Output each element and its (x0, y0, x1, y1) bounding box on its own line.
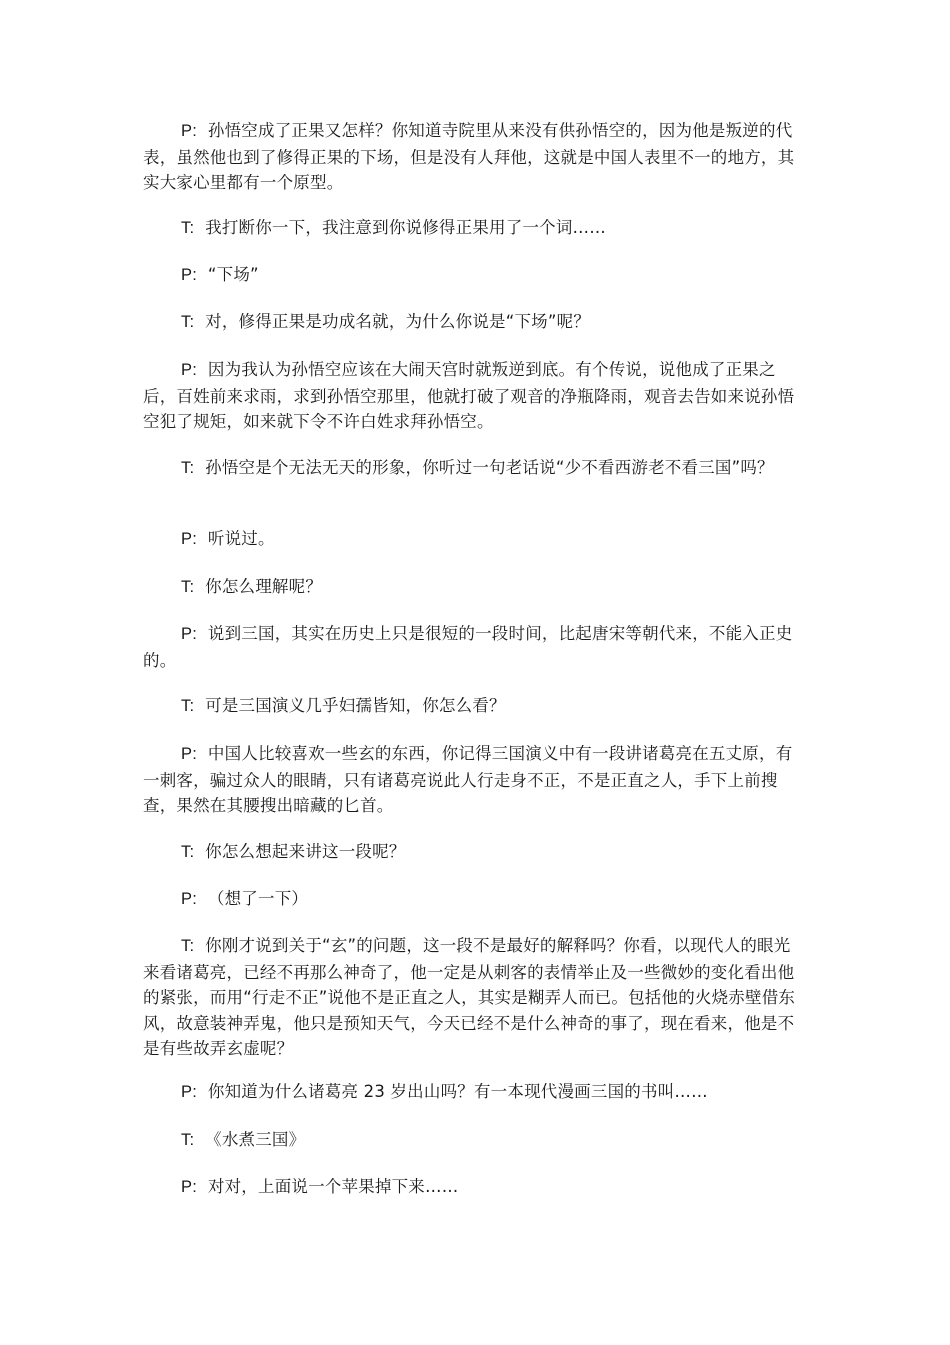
dialogue-paragraph (143, 357, 803, 435)
dialogue-text: 你怎么想起来讲这一段呢？ (205, 842, 406, 861)
speaker-label: T: (181, 1131, 195, 1149)
dialogue-paragraph (143, 1127, 803, 1154)
dialogue-paragraph (143, 1174, 803, 1201)
speaker-label: P: (181, 890, 197, 908)
dialogue-text: 对对，上面说一个苹果掉下来…… (207, 1177, 459, 1196)
dialogue-paragraph (143, 621, 803, 673)
dialogue-paragraph (143, 886, 803, 913)
speaker-label: P: (181, 745, 197, 763)
speaker-label: T: (181, 459, 195, 477)
dialogue-paragraph (143, 1079, 803, 1106)
dialogue-paragraph (143, 455, 803, 482)
dialogue-text: 《水煮三国》 (205, 1130, 306, 1149)
dialogue-paragraph (143, 574, 803, 601)
speaker-label: T: (181, 843, 195, 861)
dialogue-text: 可是三国演义几乎妇孺皆知，你怎么看？ (205, 696, 506, 715)
dialogue-paragraph (143, 118, 803, 196)
dialogue-text: 说到三国，其实在历史上只是很短的一段时间，比起唐宋等朝代来，不能入正史的。 (143, 624, 793, 670)
dialogue-paragraph (143, 741, 803, 819)
dialogue-paragraph (143, 933, 803, 1062)
speaker-label: P: (181, 361, 197, 379)
dialogue-paragraph (143, 693, 803, 720)
speaker-label: P: (181, 122, 197, 140)
dialogue-paragraph (143, 839, 803, 866)
speaker-label: T: (181, 578, 195, 596)
dialogue-paragraph (143, 309, 803, 336)
dialogue-text: 孙悟空成了正果又怎样？你知道寺院里从来没有供孙悟空的，因为他是叛逆的代表，虽然他也到了修得正果的下场，但是没有人拜他，这就是中国人表里不一的地方，其实大家心里都有一个原型。 (143, 121, 795, 192)
speaker-label: P: (181, 1083, 197, 1101)
dialogue-text: 听说过。 (207, 529, 275, 548)
speaker-label: T: (181, 313, 195, 331)
dialogue-paragraph (143, 215, 803, 242)
speaker-label: T: (181, 219, 195, 237)
speaker-label: T: (181, 937, 195, 955)
speaker-label: P: (181, 266, 197, 284)
dialogue-text: 你怎么理解呢？ (205, 577, 323, 596)
dialogue-paragraph (143, 262, 803, 289)
dialogue-text: 中国人比较喜欢一些玄的东西，你记得三国演义中有一段讲诸葛亮在五丈原，有一刺客，骗过众人的眼睛，只有诸葛亮说此人行走身不正，不是正直之人，手下上前搜查，果然在其腰搜出暗藏的匕首。 (143, 744, 793, 815)
dialogue-text: 对，修得正果是功成名就，为什么你说是“下场”呢？ (205, 312, 591, 331)
speaker-label: P: (181, 530, 197, 548)
speaker-label: T: (181, 697, 195, 715)
dialogue-text: 我打断你一下，我注意到你说修得正果用了一个词…… (205, 218, 606, 237)
dialogue-text: “下场” (207, 265, 259, 284)
dialogue-text: （想了一下） (207, 889, 309, 908)
speaker-label: P: (181, 1178, 197, 1196)
dialogue-text: 你刚才说到关于“玄”的问题，这一段不是最好的解释吗？你看，以现代人的眼光来看诸葛亮，已经不再那么神奇了，他一定是从刺客的表情举止及一些微妙的变化看出他的紧张，而用“行走不正”说他不是正直之人，其实是糊弄人而已。包括他的火烧赤壁借东风，故意装神弄鬼，他只是预知天气，今天已经不是什么神奇的事了，现在看来，他是不是有些故弄玄虚呢？ (143, 936, 796, 1058)
speaker-label: P: (181, 625, 197, 643)
dialogue-text: 你知道为什么诸葛亮 23 岁出山吗？有一本现代漫画三国的书叫…… (207, 1082, 708, 1101)
dialogue-text: 因为我认为孙悟空应该在大闹天宫时就叛逆到底。有个传说，说他成了正果之后，百姓前来求雨，求到孙悟空那里，他就打破了观音的净瓶降雨，观音去告如来说孙悟空犯了规矩，如来就下令不许白姓求拜孙悟空。 (143, 360, 795, 431)
dialogue-text: 孙悟空是个无法无天的形象，你听过一句老话说“少不看西游老不看三国”吗？ (205, 458, 774, 477)
dialogue-paragraph (143, 526, 803, 553)
